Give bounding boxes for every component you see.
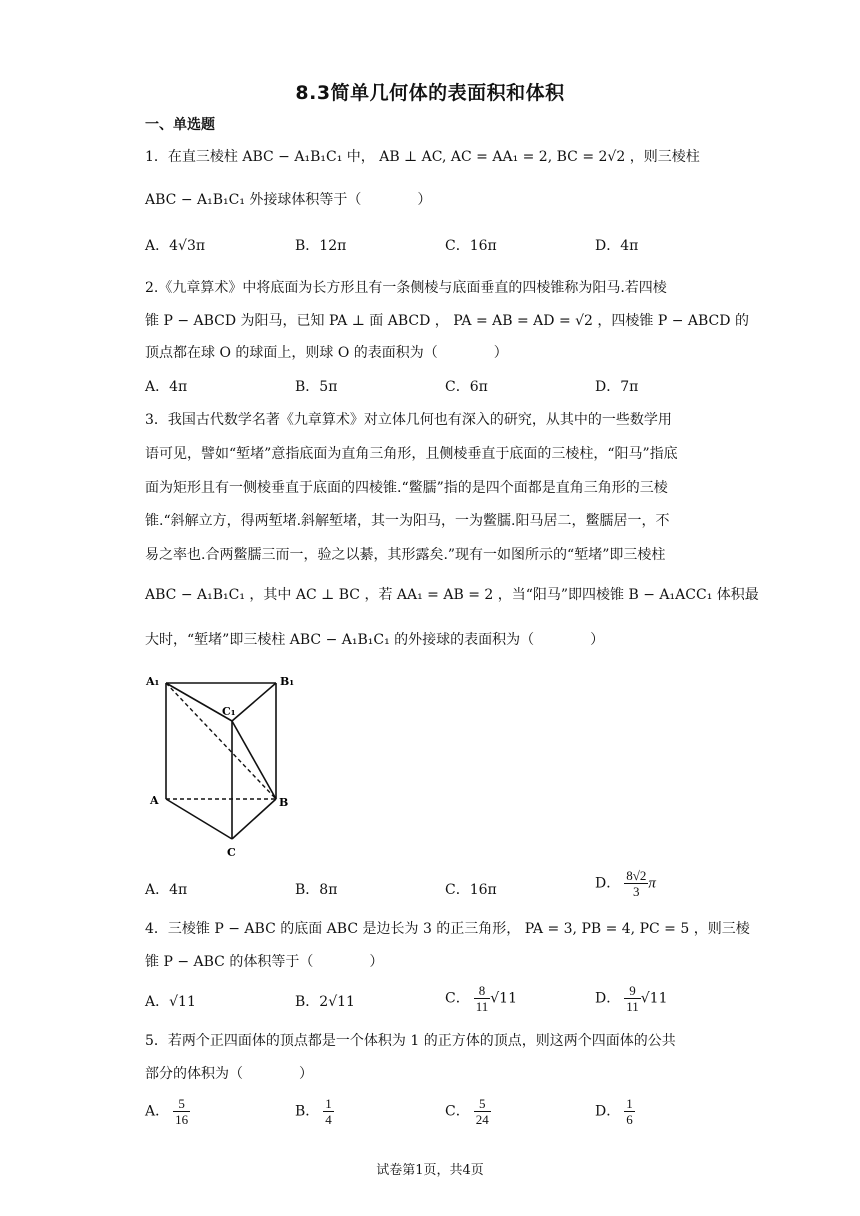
q3-option-d-fraction	[624, 868, 648, 899]
q5-option-c-numerator: 5	[474, 1096, 491, 1112]
q1-option-d: D．4π	[595, 238, 639, 254]
q3-line-3: 面为矩形且有一侧棱垂直于底面的四棱锥.“鳖臑”指的是四个面都是直角三角形的三棱	[145, 480, 668, 496]
q5-option-c-denominator: 24	[475, 1112, 489, 1127]
q5-line-2: 部分的体积为（ ）	[145, 1066, 313, 1082]
q3-option-d-numerator: 8√2	[626, 868, 647, 883]
edge-b1c1	[232, 683, 276, 721]
q3-option-d	[595, 868, 656, 899]
q4-line-1: 4．三棱锥 P − ABC 的底面 ABC 是边长为 3 的正三角形， PA = 3, PB = 4, PC = 5 ，则三棱	[145, 921, 750, 937]
label-a1: A₁	[146, 675, 160, 688]
q5-option-a-prefix: A．	[145, 1103, 170, 1120]
q3-option-b: B．8π	[295, 882, 338, 898]
q4-option-d-suffix: √11	[640, 990, 668, 1007]
prism-figure	[140, 665, 310, 865]
q4-option-d-prefix: D．	[595, 990, 621, 1007]
q1-line-2: ABC − A₁B₁C₁ 外接球体积等于（ ）	[145, 192, 432, 208]
q5-option-d-prefix: D．	[595, 1103, 621, 1120]
q1-line-1: 1．在直三棱柱 ABC − A₁B₁C₁ 中， AB ⊥ AC, AC = AA₁ = 2, BC = 2√2 ，则三棱柱	[145, 149, 700, 165]
q4-option-c-suffix: √11	[490, 990, 517, 1007]
q3-option-d-denominator: 3	[633, 884, 640, 899]
q2-option-a: A．4π	[145, 379, 188, 395]
q2-line-1: 2.《九章算术》中将底面为长方形且有一条侧棱与底面垂直的四棱锥称为阳马.若四棱	[145, 280, 667, 296]
section-heading: 一、单选题	[145, 117, 215, 133]
q5-option-a-fraction	[173, 1096, 190, 1127]
q3-line-1: 3．我国古代数学名著《九章算术》对立体几何也有深入的研究，从其中的一些数学用	[145, 412, 672, 428]
q2-line-2: 锥 P − ABCD 为阳马，已知 PA ⊥ 面 ABCD ， PA = AB = AD = √2 ，四棱锥 P − ABCD 的	[145, 313, 749, 329]
q4-line-2: 锥 P − ABC 的体积等于（ ）	[145, 954, 384, 970]
q4-option-b: B．2√11	[295, 994, 355, 1010]
q3-option-d-prefix: D．	[595, 875, 621, 892]
page-footer: 试卷第1页，共4页	[376, 1163, 484, 1178]
q5-option-a	[145, 1096, 190, 1127]
q3-line-6: ABC − A₁B₁C₁ ，其中 AC ⊥ BC ，若 AA₁ = AB = 2 ，当“阳马”即四棱锥 B − A₁ACC₁ 体积最	[145, 587, 759, 603]
q4-option-c-numerator: 8	[474, 983, 491, 999]
q5-option-d-fraction	[624, 1096, 635, 1127]
edge-bc	[232, 799, 276, 839]
label-b: B	[279, 796, 289, 809]
q2-line-3: 顶点都在球 O 的球面上，则球 O 的表面积为（ ）	[145, 345, 508, 361]
q5-option-b-denominator: 4	[325, 1112, 332, 1127]
q4-option-a: A．√11	[145, 994, 196, 1010]
page-title: 8.3简单几何体的表面积和体积	[295, 82, 565, 104]
q2-option-d: D．7π	[595, 379, 639, 395]
q3-line-5: 易之率也.合两鳖臑三而一，验之以綦，其形露矣.”现有一如图所示的“堑堵”即三棱柱	[145, 547, 666, 563]
q5-option-d	[595, 1096, 635, 1127]
q2-option-b: B．5π	[295, 379, 338, 395]
q5-option-a-denominator: 16	[175, 1112, 189, 1127]
q4-option-c-fraction	[474, 983, 491, 1014]
q3-option-d-suffix: π	[648, 875, 656, 892]
edge-ac	[166, 799, 232, 839]
q5-option-c-prefix: C．	[445, 1103, 470, 1120]
label-b1: B₁	[280, 675, 295, 688]
q5-option-b	[295, 1096, 334, 1127]
q1-option-c: C．16π	[445, 238, 497, 254]
q4-option-c-prefix: C．	[445, 990, 470, 1007]
edge-a1b-hidden	[166, 683, 276, 799]
q4-option-d-denominator: 11	[626, 999, 639, 1014]
q1-option-a: A．4√3π	[145, 238, 206, 254]
q3-line-4: 锥.“斜解立方，得两堑堵.斜解堑堵，其一为阳马，一为鳖臑.阳马居二，鳖臑居一，不	[145, 513, 670, 529]
q4-option-d-fraction	[624, 983, 641, 1014]
label-a: A	[150, 794, 159, 807]
q3-line-2: 语可见，譬如“堑堵”意指底面为直角三角形，且侧棱垂直于底面的三棱柱，“阳马”指底	[145, 446, 678, 462]
label-c1: C₁	[222, 705, 236, 718]
q5-option-b-numerator: 1	[325, 1096, 332, 1111]
q5-line-1: 5．若两个正四面体的顶点都是一个体积为 1 的正方体的顶点，则这两个四面体的公共	[145, 1033, 676, 1049]
q5-option-b-fraction	[323, 1096, 334, 1127]
q3-line-7: 大时，“堑堵”即三棱柱 ABC − A₁B₁C₁ 的外接球的表面积为（ ）	[145, 632, 605, 648]
q4-option-c-denominator: 11	[475, 999, 489, 1014]
q5-option-c-fraction	[474, 1096, 491, 1127]
q4-option-c	[445, 983, 517, 1014]
label-c: C	[227, 846, 236, 859]
q5-option-a-numerator: 5	[173, 1096, 190, 1112]
q1-option-b: B．12π	[295, 238, 347, 254]
q5-option-b-prefix: B．	[295, 1103, 320, 1120]
q3-option-c: C．16π	[445, 882, 497, 898]
q4-option-d-numerator: 9	[624, 983, 641, 999]
q2-option-c: C．6π	[445, 379, 488, 395]
q5-option-c	[445, 1096, 491, 1127]
q4-option-d	[595, 983, 668, 1014]
q3-option-a: A．4π	[145, 882, 188, 898]
q5-option-d-denominator: 6	[626, 1112, 633, 1127]
q5-option-d-numerator: 1	[626, 1096, 633, 1111]
